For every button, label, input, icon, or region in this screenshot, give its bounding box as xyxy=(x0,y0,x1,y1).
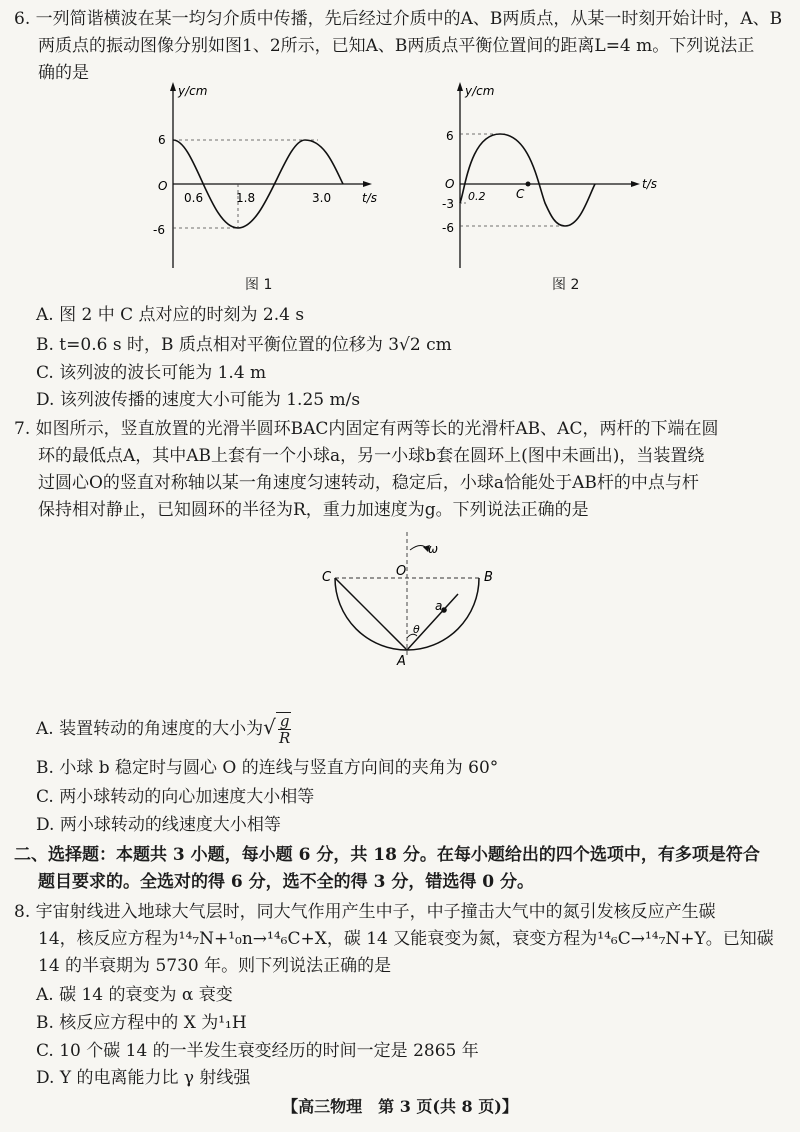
q8-stem-line-2: 14，核反应方程为¹⁴₇N+¹₀n→¹⁴₆C+X，碳 14 又能衰变为氮，衰变方程为¹⁴₆C→¹⁴₇N+Y。已知碳 xyxy=(38,929,774,949)
fig1-x-tick-0.6: 0.6 xyxy=(184,191,204,205)
fig2-point-c: C xyxy=(516,187,525,201)
q7-stem-line-4: 保持相对静止，已知圆环的半径为R，重力加速度为g。下列说法正确的是 xyxy=(38,500,589,520)
fig2-y-tick-6: 6 xyxy=(446,129,454,143)
q7-option-b: B. 小球 b 稳定时与圆心 O 的连线与竖直方向间的夹角为 60° xyxy=(36,758,499,778)
q7-stem-line-1: 7. 如图所示，竖直放置的光滑半圆环BAC内固定有两等长的光滑杆AB、AC，两杆的下端在圆 xyxy=(14,419,719,439)
figure-1-vibration-graph xyxy=(140,78,380,278)
label-c: C xyxy=(322,570,332,585)
fig2-y-tick-neg6: -6 xyxy=(442,221,454,235)
q6-option-a: A. 图 2 中 C 点对应的时刻为 2.4 s xyxy=(36,305,305,325)
section-2-heading-line-2: 题目要求的。全选对的得 6 分，选不全的得 3 分，错选得 0 分。 xyxy=(38,872,534,892)
q6-stem-line-2: 两质点的振动图像分别如图1、2所示，已知A、B两质点平衡位置间的距离L=4 m。下列说法正 xyxy=(38,36,755,56)
rod-ab xyxy=(407,594,458,650)
fig2-caption: 图 2 xyxy=(552,277,580,293)
figure-2-vibration-graph xyxy=(430,78,670,278)
q8-option-c: C. 10 个碳 14 的一半发生衰变经历的时间一定是 2865 年 xyxy=(36,1041,479,1061)
q7-stem-line-2: 环的最低点A，其中AB上套有一个小球a，另一小球b套在圆环上(图中未画出)，当装置绕 xyxy=(38,446,705,466)
label-o: O xyxy=(396,564,407,579)
fig2-origin: O xyxy=(445,177,455,191)
label-theta: θ xyxy=(413,623,420,636)
fig2-y-tick-neg3: -3 xyxy=(442,197,454,211)
fig1-y-tick-neg6: -6 xyxy=(153,223,165,237)
fig2-x-tick-0.2: 0.2 xyxy=(468,190,486,203)
fig2-x-axis-label: t/s xyxy=(642,177,657,191)
fig1-x-tick-3.0: 3.0 xyxy=(312,191,332,205)
rod-ac xyxy=(335,578,407,650)
q8-stem-line-1: 8. 宇宙射线进入地球大气层时，同大气作用产生中子，中子撞击大气中的氮引发核反应产生碳 xyxy=(14,902,716,922)
q6-option-c: C. 该列波的波长可能为 1.4 m xyxy=(36,363,267,383)
q8-option-a: A. 碳 14 的衰变为 α 衰变 xyxy=(36,985,233,1005)
q6-option-b: B. t=0.6 s 时，B 质点相对平衡位置的位移为 3√2 cm xyxy=(36,335,452,355)
q7-option-d: D. 两小球转动的线速度大小相等 xyxy=(36,815,281,835)
label-omega: ω xyxy=(428,542,439,556)
q7-option-a-text: A. 装置转动的角速度的大小为 xyxy=(36,719,264,739)
page-footer: 【高三物理 第 3 页(共 8 页)】 xyxy=(282,1097,518,1116)
q7-stem-line-3: 过圆心O的竖直对称轴以某一角速度匀速转动，稳定后，小球a恰能处于AB杆的中点与杆 xyxy=(38,473,699,493)
q6-stem-line-3: 确的是 xyxy=(38,63,89,83)
fig1-x-axis-label: t/s xyxy=(362,191,377,205)
fig2-sine-curve xyxy=(460,134,595,226)
fig1-caption: 图 1 xyxy=(245,277,273,293)
fig1-y-axis-label: y/cm xyxy=(178,84,208,98)
fig1-origin: O xyxy=(158,179,168,193)
label-a: A xyxy=(397,654,406,669)
q8-option-d: D. Y 的电离能力比 γ 射线强 xyxy=(36,1068,251,1088)
label-ball-a: a xyxy=(435,599,443,613)
fig2-y-axis-label: y/cm xyxy=(465,84,495,98)
q6-stem-line-1: 6. 一列简谐横波在某一均匀介质中传播，先后经过介质中的A、B两质点，从某一时刻开始计时，A、B xyxy=(14,9,783,29)
figure-semicircle-rods xyxy=(310,530,510,670)
q8-option-b: B. 核反应方程中的 X 为¹₁H xyxy=(36,1013,247,1033)
q7-option-a-denominator: R xyxy=(279,729,291,747)
fig1-y-tick-6: 6 xyxy=(158,133,166,147)
section-2-heading-line-1: 二、选择题：本题共 3 小题，每小题 6 分，共 18 分。在每小题给出的四个选项中，有多项是符合 xyxy=(14,845,760,865)
fig1-x-tick-1.8: 1.8 xyxy=(236,191,256,205)
q7-option-c: C. 两小球转动的向心加速度大小相等 xyxy=(36,787,315,807)
q7-option-a: A. 装置转动的角速度的大小为√ $\frac{g}{R}$ xyxy=(36,712,291,747)
q6-option-d: D. 该列波传播的速度大小可能为 1.25 m/s xyxy=(36,390,361,410)
q8-stem-line-3: 14 的半衰期为 5730 年。则下列说法正确的是 xyxy=(38,956,392,976)
q7-option-a-numerator: g xyxy=(279,712,290,730)
label-b: B xyxy=(484,570,493,585)
